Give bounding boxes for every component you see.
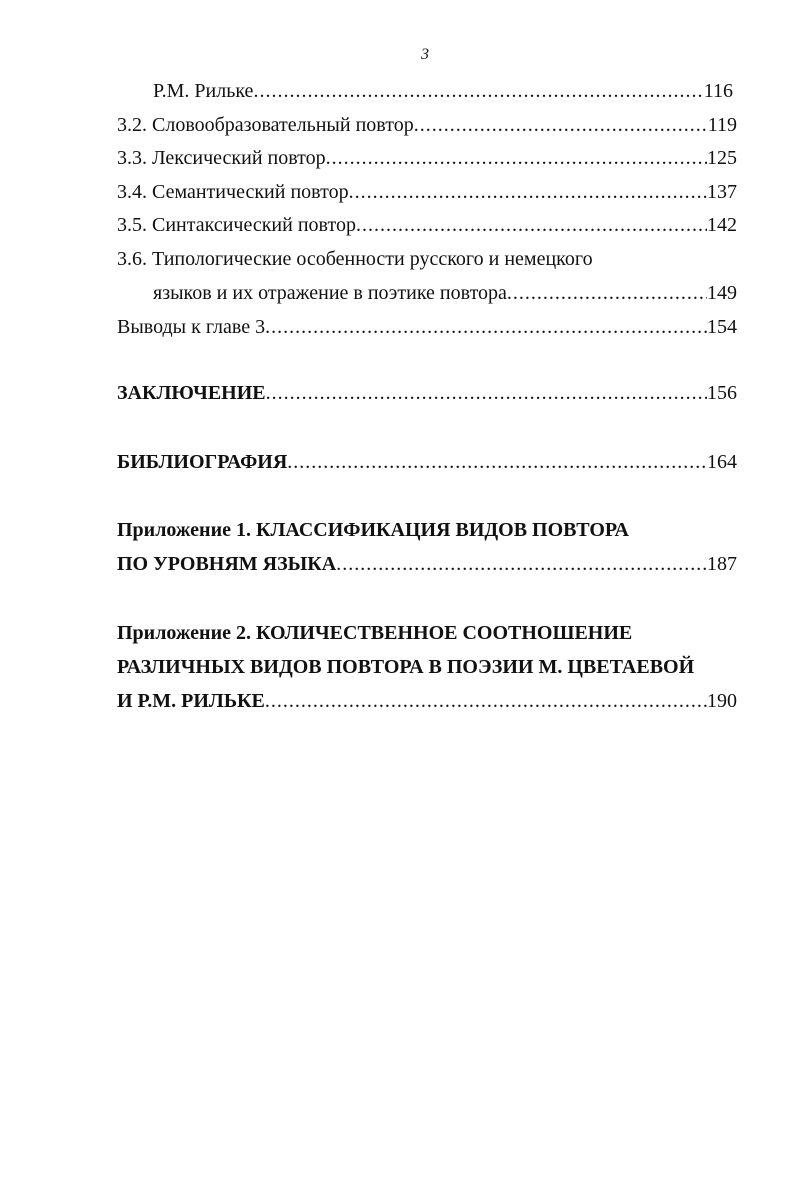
toc-entry (117, 180, 737, 204)
toc-leader-dots (326, 146, 707, 170)
toc-leader-dots (356, 213, 707, 237)
toc-entry-page: 125 (707, 147, 737, 169)
toc-entry (117, 146, 737, 170)
toc-entry-label: 3.3. Лексический повтор (117, 147, 326, 169)
toc-entry-label: БИБЛИОГРАФИЯ (117, 451, 288, 473)
toc-leader-dots (265, 689, 707, 713)
toc-entry-page: 154 (707, 316, 737, 338)
toc-entry-label: ЗАКЛЮЧЕНИЕ (117, 382, 266, 404)
toc-entry (153, 79, 733, 103)
toc-entry-appendix1 (117, 552, 737, 576)
toc-entry-label: 3.4. Семантический повтор (117, 181, 349, 203)
toc-entry (117, 315, 737, 339)
toc-entry-page: 142 (707, 214, 737, 236)
appendix2-title: КОЛИЧЕСТВЕННОЕ СООТНОШЕНИЕ (255, 622, 633, 644)
toc-entry-page: 164 (707, 451, 737, 473)
toc-entry-label: языков и их отражение в поэтике повтора (153, 282, 507, 304)
toc-entry-page: 137 (707, 181, 737, 203)
toc-leader-dots (414, 113, 708, 137)
toc-entry-label: ПО УРОВНЯМ ЯЗЫКА (117, 553, 337, 575)
toc-entry-label: 3.2. Словообразовательный повтор (117, 114, 414, 136)
toc-entry-page: 119 (707, 114, 737, 136)
toc-entry-label: Р.М. Рильке (153, 80, 254, 102)
toc-entry (117, 213, 737, 237)
toc-entry-conclusion (117, 381, 737, 405)
toc-leader-dots (507, 281, 707, 305)
toc-leader-dots (349, 180, 707, 204)
toc-leader-dots (253, 79, 703, 103)
appendix1-heading (117, 518, 629, 542)
appendix2-prefix: Приложение 2. (117, 622, 256, 644)
toc-entry-page: 187 (707, 553, 737, 575)
toc-entry-label: Выводы к главе 3 (117, 316, 266, 338)
toc-entry-page: 116 (703, 80, 733, 102)
toc-entry-label: И Р.М. РИЛЬКЕ (117, 690, 265, 712)
appendix1-prefix: Приложение 1. (117, 519, 256, 541)
toc-entry-appendix2 (117, 689, 737, 713)
toc-entry-label: 3.6. Типологические особенности русского и немецкого (117, 248, 593, 270)
toc-entry-page: 156 (707, 382, 737, 404)
toc-leader-dots (266, 381, 707, 405)
toc-entry (153, 281, 737, 305)
toc-leader-dots (265, 315, 707, 339)
toc-entry-page: 190 (707, 690, 737, 712)
toc-entry-label: 3.5. Синтаксический повтор (117, 214, 356, 236)
toc-leader-dots (336, 552, 707, 576)
appendix2-line2: РАЗЛИЧНЫХ ВИДОВ ПОВТОРА В ПОЭЗИИ М. ЦВЕТАЕВОЙ (117, 656, 695, 678)
toc-leader-dots (287, 450, 707, 474)
toc-entry (117, 113, 737, 137)
toc-entry-page: 149 (707, 282, 737, 304)
toc-entry-bibliography (117, 450, 737, 474)
appendix1-title: КЛАССИФИКАЦИЯ ВИДОВ ПОВТОРА (255, 519, 629, 541)
appendix2-heading (117, 621, 632, 645)
page-number: 3 (421, 46, 429, 63)
